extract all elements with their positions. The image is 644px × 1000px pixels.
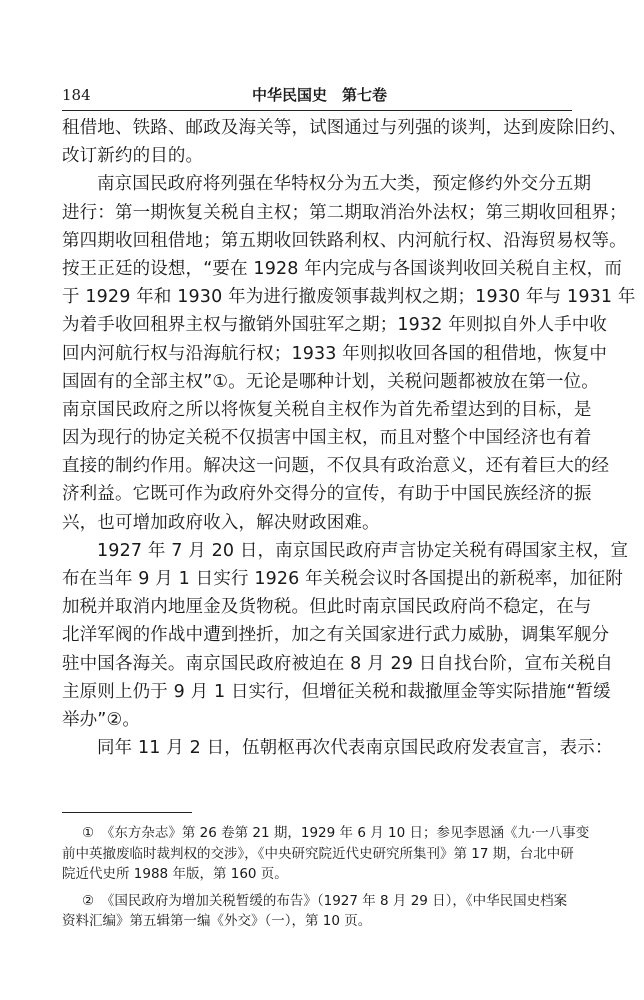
text-line: 驻中国各海关。南京国民政府被迫在 8 月 29 日自找台阶，宣布关税自 (62, 653, 613, 674)
text-line: 加税并取消内地厘金及货物税。但此时南京国民政府尚不稳定，在与 (62, 597, 592, 618)
text-line: 第四期收回租借地；第五期收回铁路利权、内河航行权、沿海贸易权等。 (62, 230, 627, 251)
text-line: 因为现行的协定关税不仅损害中国主权，而且对整个中国经济也有着 (62, 428, 592, 449)
text-line: 改订新约的目的。 (62, 146, 204, 167)
text-line: 为着手收回租界主权与撤销外国驻军之期；1932 年则拟自外人手中收 (62, 315, 608, 336)
text-line: 北洋军阀的作战中遭到挫折，加之有关国家进行武力威胁，调集军舰分 (62, 625, 610, 646)
header-rule (62, 110, 572, 111)
text-line: 直接的制约作用。解决这一问题，不仅具有政治意义，还有着巨大的经 (62, 456, 610, 477)
text-line: 同年 11 月 2 日，伍朝枢再次代表南京国民政府发表宣言，表示： (97, 738, 613, 759)
footnote (62, 823, 590, 885)
text-line: 兴，也可增加政府收入，解决财政困难。 (62, 512, 380, 533)
page-header (62, 84, 572, 108)
footnote-line: ② 《国民政府为增加关税暂缓的布告》（1927 年 8 月 29 日），《中华民国史档案 (82, 892, 568, 909)
text-line: 租借地、铁路、邮政及海关等，试图通过与列强的谈判，达到废除旧约、 (62, 118, 627, 138)
text-line: 1927 年 7 月 20 日，南京国民政府声言协定关税有碍国家主权，宣 (97, 540, 629, 561)
footnote-line: 资料汇编》第五辑第一编《外交》（一），第 10 页。 (62, 913, 372, 929)
text-line: 于 1929 年和 1930 年为进行撤废领事裁判权之期；1930 年与 1931 年 (62, 287, 636, 308)
text-line: 布在当年 9 月 1 日实行 1926 年关税会议时各国提出的新税率，加征附 (62, 569, 623, 589)
text-line: 按王正廷的设想，“要在 1928 年内完成与各国谈判收回关税自主权，而 (62, 258, 622, 279)
footnote-line: 院近代史所 1988 年版，第 160 页。 (62, 866, 288, 882)
page-number: 184 (62, 86, 91, 104)
text-line: 国固有的全部主权”①。无论是哪种计划，关税问题都被放在第一位。 (62, 371, 599, 392)
text-line: 济利益。它既可作为政府外交得分的宣传，有助于中国民族经济的振 (62, 484, 592, 505)
text-line: 回内河航行权与沿海航行权；1933 年则拟收回各国的租借地，恢复中 (62, 343, 608, 364)
footnote (62, 891, 572, 932)
footnote-rule (62, 812, 192, 813)
text-line: 进行：第一期恢复关税自主权；第二期取消治外法权；第三期收回租界； (62, 202, 627, 223)
footnote-line: ① 《东方杂志》第 26 卷第 21 期，1929 年 6 月 10 日；参见李恩涵《九·一八事变 (82, 825, 590, 841)
text-line: 南京国民政府之所以将恢复关税自主权作为首先希望达到的目标，是 (62, 399, 592, 420)
text-line: 南京国民政府将列强在华特权分为五大类，预定修约外交分五期 (97, 174, 592, 195)
text-line: 主原则上仍于 9 月 1 日实行，但增征关税和裁撤厘金等实际措施“暂缓 (62, 681, 611, 702)
running-title: 中华民国史 第七卷 (252, 86, 388, 104)
text-line: 举办”②。 (62, 709, 141, 730)
body-text (62, 114, 636, 762)
footnote-line: 前中英撤废临时裁判权的交涉》，《中央研究院近代史研究所集刊》第 17 期，台北中研 (62, 845, 574, 862)
footnotes (62, 823, 590, 932)
